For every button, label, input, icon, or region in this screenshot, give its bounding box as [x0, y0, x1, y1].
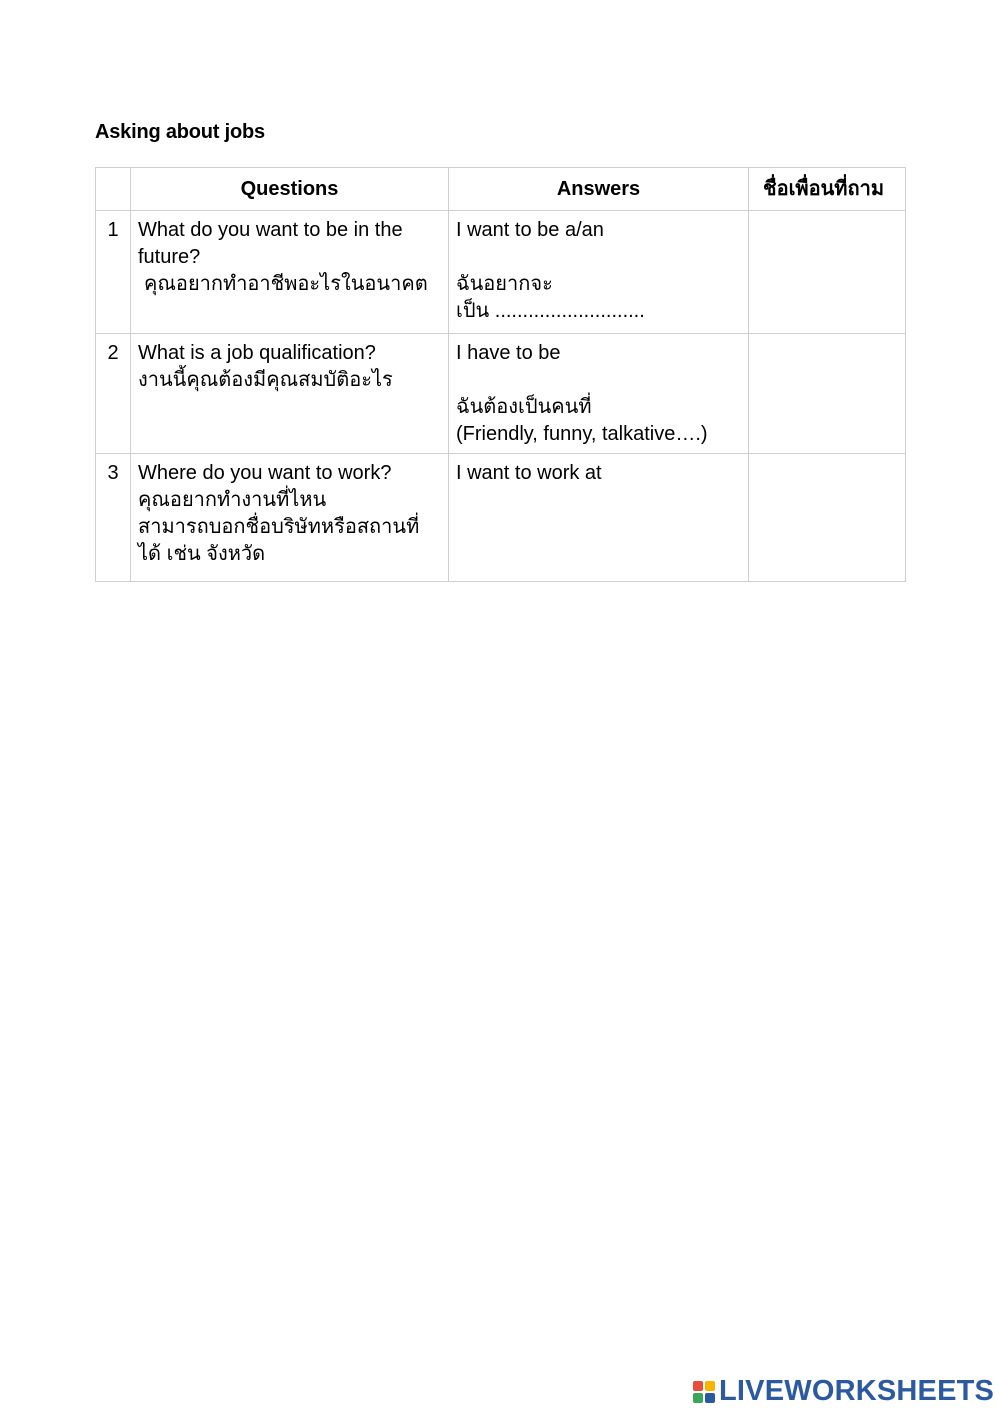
logo-square-blue [705, 1393, 715, 1403]
question-text: future? [138, 246, 201, 268]
logo-square-red [693, 1381, 703, 1391]
table-row [96, 334, 906, 454]
friend-name-cell[interactable] [749, 211, 906, 334]
liveworksheets-logo-icon [693, 1381, 715, 1403]
answer-cell [449, 334, 749, 454]
logo-square-green [693, 1393, 703, 1403]
question-text-thai: คุณอยากทำงานที่ไหน [138, 489, 327, 511]
question-text: Where do you want to work? [138, 462, 392, 484]
question-text-thai: ได้ เช่น จังหวัด [138, 543, 266, 565]
answer-cell [449, 211, 749, 334]
answer-text-thai: ฉันอยากจะ [456, 273, 553, 295]
header-number [96, 168, 131, 211]
question-text: What is a job qualification? [138, 342, 376, 364]
answer-text-thai: ฉันต้องเป็นคนที่ [456, 396, 592, 418]
header-questions: Questions [131, 168, 449, 211]
page-title: Asking about jobs [95, 121, 265, 143]
friend-name-cell[interactable] [749, 334, 906, 454]
liveworksheets-logo [693, 1375, 994, 1408]
question-cell [131, 454, 449, 582]
logo-text: LIVEWORKSHEETS [719, 1375, 995, 1407]
header-answers: Answers [449, 168, 749, 211]
row-number: 2 [96, 334, 131, 454]
row-number: 3 [96, 454, 131, 582]
question-cell [131, 211, 449, 334]
worksheet-table [95, 167, 906, 582]
question-cell [131, 334, 449, 454]
table-row [96, 454, 906, 582]
answer-cell [449, 454, 749, 582]
table-header-row [96, 168, 906, 211]
answer-hint: (Friendly, funny, talkative….) [456, 423, 708, 445]
answer-text: I want to be a/an [456, 219, 604, 241]
question-text-thai: สามารถบอกชื่อบริษัทหรือสถานที่ [138, 516, 420, 538]
table-row [96, 211, 906, 334]
row-number: 1 [96, 211, 131, 334]
header-friend-name: ชื่อเพื่อนที่ถาม [749, 168, 906, 211]
answer-blank-line: เป็น ........................... [456, 300, 645, 322]
answer-text: I have to be [456, 342, 561, 364]
answer-text: I want to work at [456, 462, 602, 484]
friend-name-cell[interactable] [749, 454, 906, 582]
question-text-thai: คุณอยากทำอาชีพอะไรในอนาคต [144, 273, 428, 295]
spacer [456, 367, 741, 394]
spacer [456, 244, 741, 271]
question-text-thai: งานนี้คุณต้องมีคุณสมบัติอะไร [138, 369, 393, 391]
question-text: What do you want to be in the [138, 219, 403, 241]
logo-square-yellow [705, 1381, 715, 1391]
